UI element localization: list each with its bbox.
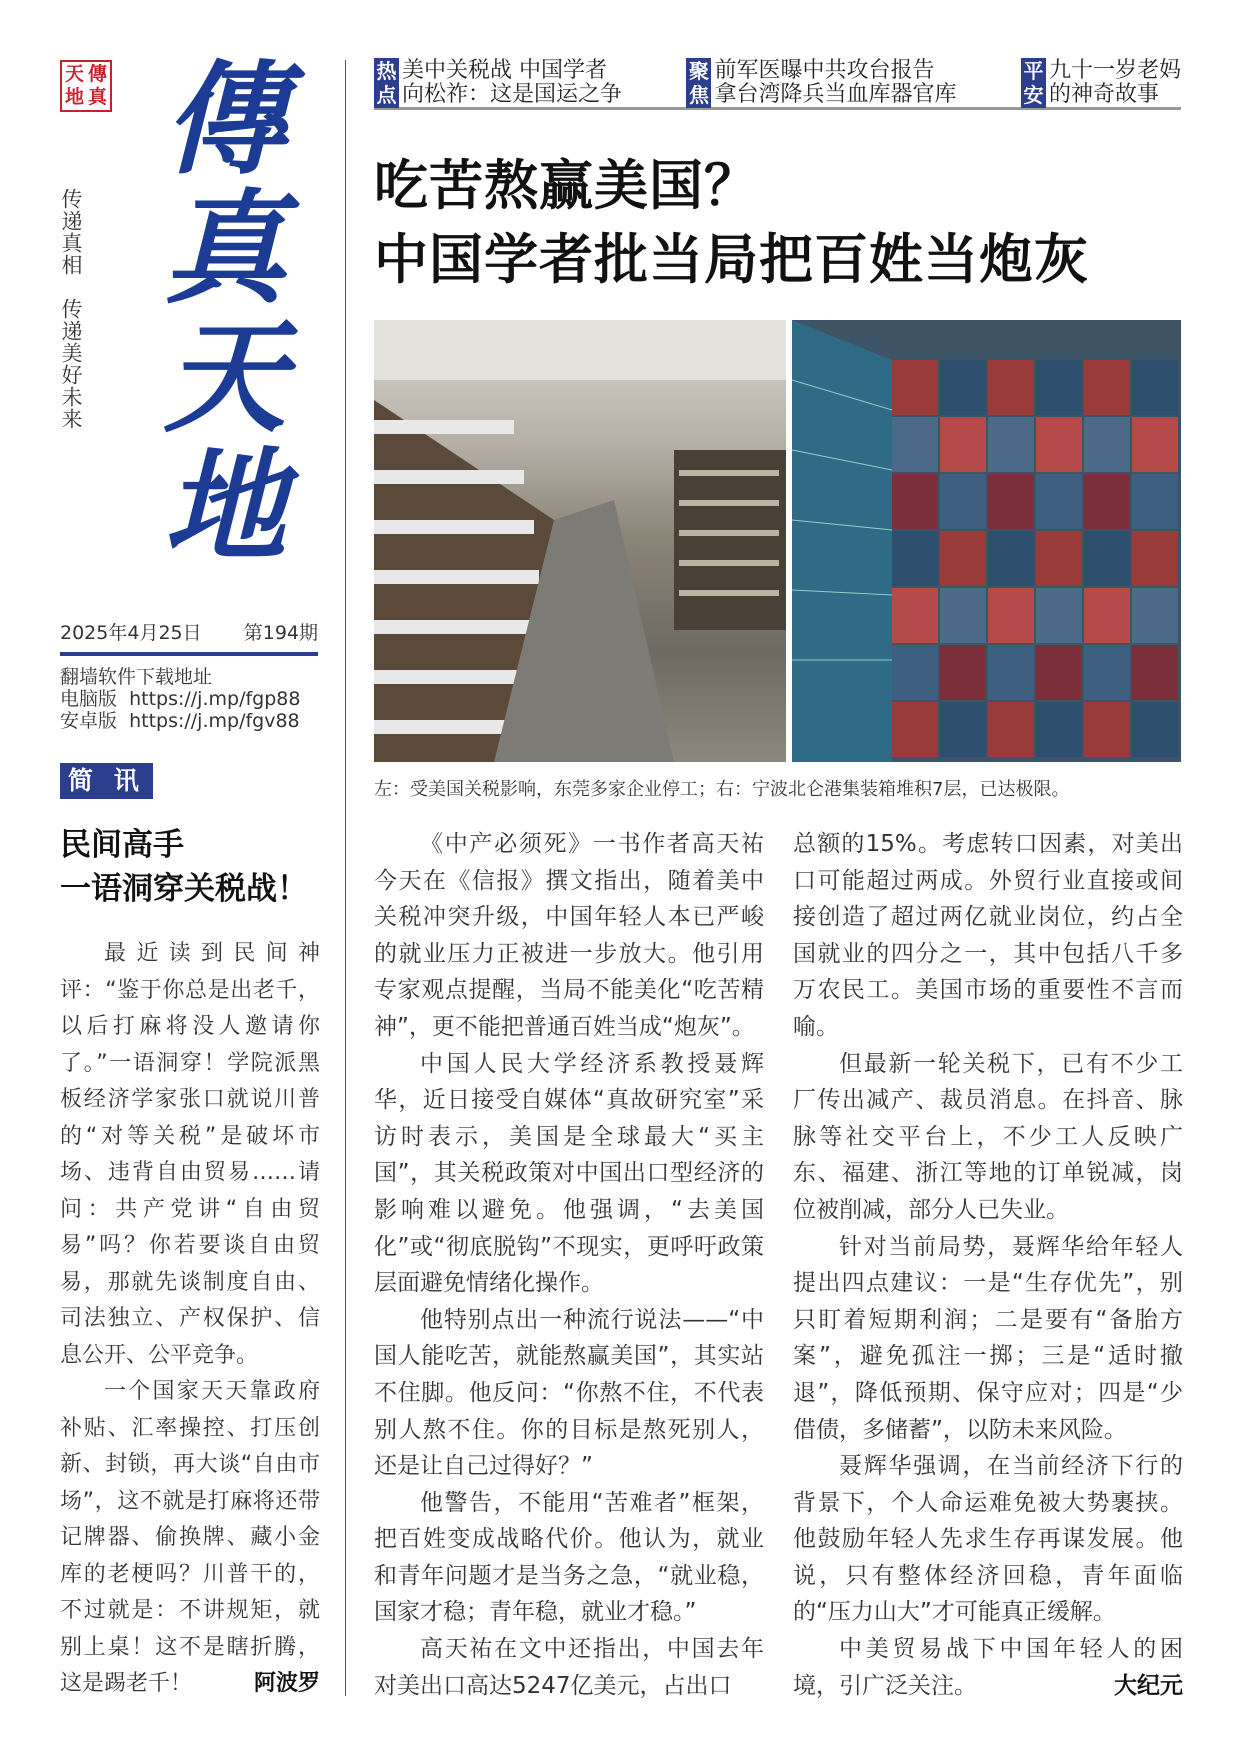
container-box	[1084, 417, 1130, 472]
containers-illustration	[792, 320, 1181, 762]
paragraph: 但最新一轮关税下，已有不少工厂传出减产、裁员消息。在抖音、脉脉等社交平台上，不少工人反映广东、福建、浙江等地的订单锐减，岗位被削减，部分人已失业。	[793, 1050, 1183, 1223]
teaser-text	[402, 58, 622, 107]
container-box	[1084, 702, 1130, 757]
teaser-text	[1049, 58, 1181, 107]
paragraph: 最近读到民间神评：“鉴于你总是出老千，以后打麻将没人邀请你了。”一语洞穿！学院派黑板经济学家张口就说川普的“对等关税”是破坏市场、违背自由贸易……请问：共产党讲“自由贸易”吗？你若要谈自由贸易，那就先谈制度自由、司法独立、产权保护、信息公开、公平竞争。	[60, 941, 320, 1368]
paragraph	[60, 1374, 320, 1703]
teaser-line: 九十一岁老妈	[1048, 58, 1181, 83]
container-box	[1132, 474, 1178, 529]
download-info	[60, 666, 330, 732]
container-box	[1084, 531, 1130, 586]
container-box	[1036, 474, 1082, 529]
author: 大纪元	[1114, 1672, 1183, 1699]
seal-char: 傳	[87, 63, 107, 85]
container-box	[940, 645, 986, 700]
paragraph: 中国人民大学经济系教授聂辉华，近日接受自媒体“真故研究室”采访时表示，美国是全球最大“买主国”，其关税政策对中国出口型经济的影响难以避免。他强调，“去美国化”或“彻底脱钩”不现实，更呼吁政策层面避免情绪化操作。	[374, 1050, 764, 1297]
factory-photo	[374, 320, 786, 762]
container-box	[1084, 645, 1130, 700]
container-box	[988, 645, 1034, 700]
container-port-photo	[792, 320, 1181, 762]
container-box	[892, 474, 938, 529]
headline-line: 吃苦熬赢美国？	[374, 153, 759, 217]
issue-date: 2025年4月25日	[60, 622, 202, 644]
paragraph-text: 中美贸易战下中国年轻人的困境，引广泛关注。	[793, 1636, 1183, 1699]
container-box	[892, 645, 938, 700]
container-box	[940, 360, 986, 415]
teaser-line: 前军医曝中共攻台报告	[714, 58, 935, 83]
teaser-peace[interactable]	[1021, 58, 1181, 107]
container-box	[940, 531, 986, 586]
slogan: 传递真相 传递美好未来	[59, 188, 83, 430]
container-box	[892, 588, 938, 643]
pc-download-link[interactable]: 电脑版 https://j.mp/fgp88	[60, 688, 301, 710]
paragraph-text: 一个国家天天靠政府补贴、汇率操控、打压创新、封锁，再大谈“自由市场”，这不就是打麻将还带记牌器、偷换牌、藏小金库的老梗吗？川普干的，不过就是：不讲规矩，就别上桌！这不是瞎折腾，这是踢老千！	[60, 1379, 320, 1696]
title-char: 真	[164, 176, 286, 320]
paragraph: 高天祐在文中还指出，中国去年对美出口高达5247亿美元，占出口	[374, 1636, 764, 1699]
container-box	[1132, 645, 1178, 700]
teaser-bar	[374, 58, 1181, 110]
container-box	[892, 531, 938, 586]
teaser-tag: 热点	[374, 58, 399, 108]
container-box	[940, 702, 986, 757]
title-char: 傳	[164, 47, 286, 191]
container-box	[988, 417, 1034, 472]
paragraph: 聂辉华强调，在当前经济下行的背景下，个人命运难免被大势裹挟。他鼓励年轻人先求生存再谋发展。他说，只有整体经济回稳，青年面临的“压力山大”才可能真正缓解。	[793, 1453, 1183, 1626]
author: 阿波罗	[253, 1671, 320, 1696]
paragraph: 《中产必须死》一书作者高天祐今天在《信报》撰文指出，随着美中关税冲突升级，中国年轻人本已严峻的就业压力正被进一步放大。他引用专家观点提醒，当局不能美化“吃苦精神”，更不能把普通百姓当成“炮灰”。	[374, 831, 764, 1040]
container-box	[1084, 588, 1130, 643]
container-box	[892, 360, 938, 415]
photo-caption: 左：受美国关税影响，东莞多家企业停工；右：宁波北仑港集装箱堆积7层，已达极限。	[374, 779, 1070, 800]
container-box	[940, 474, 986, 529]
container-box	[1084, 360, 1130, 415]
paragraph	[793, 1631, 1183, 1704]
container-box	[1132, 360, 1178, 415]
paragraph: 针对当前局势，聂辉华给年轻人提出四点建议：一是“生存优先”，别只盯着短期利润；二是要有“备胎方案”，避免孤注一掷；三是“适时撤退”，降低预期、保守应对；四是“少借债，多储蓄”，以防未来风险。	[793, 1233, 1183, 1443]
container-box	[1132, 702, 1178, 757]
container-box	[1036, 417, 1082, 472]
container-box	[1036, 645, 1082, 700]
container-box	[1036, 702, 1082, 757]
container-box	[1132, 588, 1178, 643]
container-box	[988, 588, 1034, 643]
teaser-line: 向松祚：这是国运之争	[402, 82, 623, 107]
container-box	[988, 531, 1034, 586]
container-box	[1084, 474, 1130, 529]
container-box	[940, 417, 986, 472]
brief-headline-line: 民间高手	[60, 827, 184, 863]
container-box	[1132, 417, 1178, 472]
teaser-line: 拿台湾降兵当血库器官库	[714, 82, 957, 107]
seal-char: 真	[87, 86, 107, 108]
teaser-text	[714, 58, 956, 107]
title-char: 天	[164, 305, 286, 449]
container-box	[940, 588, 986, 643]
teaser-line: 美中关税战 中国学者	[402, 58, 607, 83]
brief-body	[60, 936, 320, 1703]
issue-number: 第194期	[243, 622, 318, 644]
container-box	[1036, 588, 1082, 643]
masthead-title	[140, 47, 310, 578]
brief-headline	[60, 823, 330, 911]
brief-badge: 简 讯	[60, 763, 153, 799]
column-divider	[345, 60, 346, 1696]
article-headline	[374, 148, 1181, 296]
paragraph: 他特别点出一种流行说法——“中国人能吃苦，就能熬赢美国”，其实站不住脚。他反问：“你熬不住，不代表别人熬不住。你的目标是熬死别人，还是让自己过得好？”	[374, 1306, 764, 1480]
android-download-link[interactable]: 安卓版 https://j.mp/fgv88	[60, 710, 300, 732]
teaser-focus[interactable]	[686, 58, 956, 107]
container-box	[988, 360, 1034, 415]
container-box	[988, 702, 1034, 757]
article-column-2	[793, 826, 1183, 1704]
container-box	[1036, 531, 1082, 586]
teaser-tag: 平安	[1021, 58, 1046, 108]
headline-line: 中国学者批当局把百姓当炮灰	[374, 227, 1089, 291]
teaser-line: 的神奇故事	[1048, 82, 1159, 107]
dateline	[60, 618, 318, 645]
container-box	[892, 702, 938, 757]
seal-char: 天	[64, 63, 84, 85]
container-box	[892, 417, 938, 472]
logo-seal	[60, 60, 112, 112]
paragraph-continued: 总额的15%。考虑转口因素，对美出口可能超过两成。外贸行业直接或间接创造了超过两亿就业岗位，约占全国就业的四分之一，其中包括八千多万农民工。美国市场的重要性不言而喻。	[793, 831, 1183, 1040]
teaser-hot[interactable]	[374, 58, 622, 107]
download-title: 翻墙软件下载地址	[60, 666, 213, 688]
container-box	[1036, 360, 1082, 415]
title-char: 地	[164, 434, 286, 578]
container-box	[988, 474, 1034, 529]
paragraph: 他警告，不能用“苦难者”框架，把百姓变成战略代价。他认为，就业和青年问题才是当务之急，“就业稳，国家才稳；青年稳，就业才稳。”	[374, 1489, 764, 1626]
container-box	[1132, 531, 1178, 586]
brief-headline-line: 一语洞穿关税战！	[60, 871, 308, 907]
teaser-tag: 聚焦	[686, 58, 711, 108]
factory-illustration	[374, 320, 786, 762]
divider	[60, 652, 318, 656]
article-column-1	[374, 826, 764, 1704]
seal-char: 地	[64, 86, 84, 108]
